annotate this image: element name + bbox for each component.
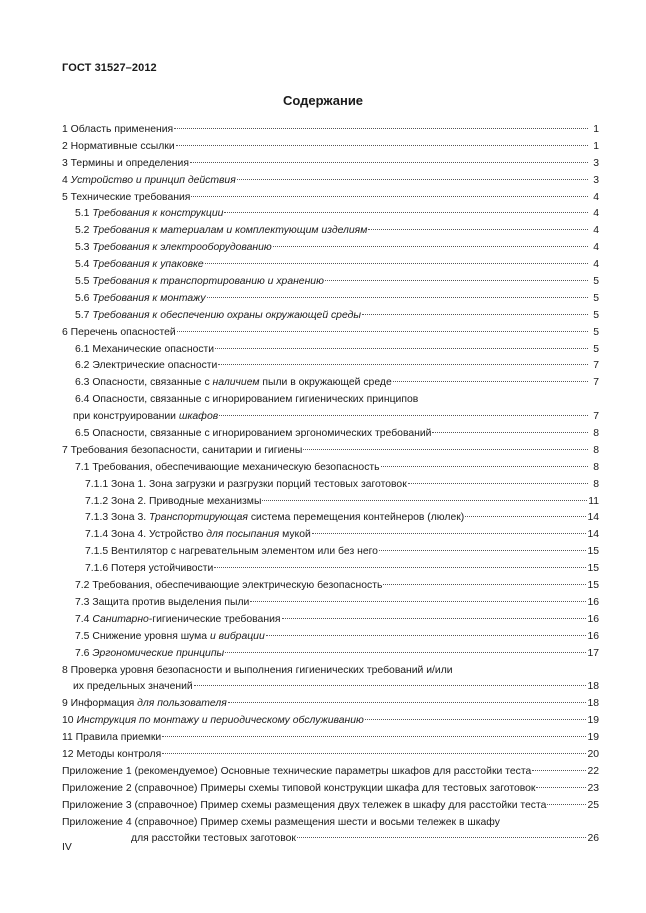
toc-title-segment: 6.1 Механические опасности (75, 343, 215, 355)
toc-entry-title (62, 325, 176, 342)
toc-title-italic-segment: Требования к материалам и комплектующим изделиям (92, 225, 368, 237)
toc-title-segment: 5.2 (75, 225, 93, 237)
toc-dot-leader (218, 364, 588, 365)
toc-entry-title (75, 206, 223, 223)
toc-title-segment: 7.1.5 Вентилятор с нагревательным элементом или без него (85, 546, 378, 558)
toc-title-segment: Приложение 1 (рекомендуемое) Основные технические параметры шкафов для расстойки теста (62, 765, 532, 777)
toc-dot-leader (162, 736, 586, 737)
toc-entry[interactable] (62, 173, 599, 190)
toc-title-italic-segment: Эргономические принципы (92, 647, 225, 659)
toc-title-segment: 5 Технические требования (62, 191, 191, 203)
toc-title-italic-segment: для пользователя (137, 698, 227, 710)
toc-page-number: 16 (587, 613, 599, 625)
toc-entry[interactable] (62, 206, 599, 223)
toc-entry[interactable] (62, 798, 599, 815)
toc-page-number: 19 (587, 715, 599, 727)
toc-page-number: 4 (593, 259, 599, 271)
toc-title-segment: 1 Область применения (62, 124, 174, 135)
toc-entry-title (75, 460, 380, 477)
toc-page-number: 8 (593, 428, 599, 440)
toc-page-number: 19 (587, 732, 599, 744)
toc-page-number: 18 (587, 681, 599, 693)
toc-entry-title (62, 798, 546, 815)
toc-title-segment: 6.3 Опасности, связанные с (75, 377, 213, 389)
toc-entry[interactable] (62, 122, 599, 139)
toc-title-italic-segment: шкафов (178, 411, 219, 423)
toc-page-number: 15 (587, 580, 599, 592)
toc-dot-leader (547, 804, 586, 805)
toc-title-segment: 7.4 (75, 613, 93, 625)
toc-entry-title (85, 544, 378, 561)
toc-dot-leader (282, 618, 587, 619)
toc-entry-title (62, 139, 175, 156)
toc-dot-leader (379, 550, 586, 551)
toc-entry-title (75, 426, 431, 443)
toc-title-segment: 5.1 (75, 208, 93, 220)
toc-entry-title (62, 443, 302, 460)
toc-entry[interactable] (62, 325, 599, 342)
toc-entry[interactable] (62, 815, 599, 832)
toc-title-italic-segment: и вибрации (209, 630, 265, 642)
toc-title-segment: 5.4 (75, 259, 93, 271)
toc-entry[interactable] (62, 544, 599, 561)
toc-title-segment: 7.1.1 Зона 1. Зона загрузки и разгрузки порций тестовых заготовок (85, 478, 407, 490)
toc-entry-title (62, 173, 236, 190)
toc-title-segment: 7.1.6 Потеря устойчивости (85, 563, 214, 575)
toc-page-number: 4 (593, 191, 599, 203)
toc-entry[interactable] (62, 358, 599, 375)
toc-dot-leader (176, 145, 588, 146)
toc-title-segment: 12 Методы контроля (62, 748, 162, 760)
toc-entry[interactable] (62, 696, 599, 713)
toc-entry[interactable] (62, 257, 599, 274)
toc-dot-leader (215, 348, 588, 349)
toc-title-segment: -гигиенические требования (148, 613, 281, 625)
toc-title-segment: 4 (62, 174, 71, 186)
toc-title-segment: мукой (279, 529, 311, 541)
toc-entry[interactable] (62, 831, 599, 848)
toc-title-italic-segment: Требования к упаковке (92, 259, 204, 271)
toc-entry-title (75, 392, 418, 409)
toc-page-number: 8 (593, 478, 599, 490)
toc-entry-title (62, 663, 453, 680)
toc-title-segment: 7.1.3 Зона 3. (85, 512, 150, 524)
toc-page-number: 5 (593, 326, 599, 338)
toc-entry-title (62, 122, 173, 139)
toc-title-segment: 7.6 (75, 647, 93, 659)
toc-page-number: 1 (593, 140, 599, 152)
toc-entry[interactable] (62, 713, 599, 730)
toc-dot-leader (365, 719, 587, 720)
toc-entry[interactable] (62, 527, 599, 544)
toc-page-number: 15 (587, 546, 599, 558)
toc-title-segment: 7.3 Защита против выделения пыли (75, 596, 250, 608)
toc-title-segment: Приложение 3 (справочное) Пример схемы размещения двух тележек в шкафу для расстойки теста (62, 799, 547, 811)
toc-page-number: 5 (593, 276, 599, 288)
toc-title-segment: Приложение 4 (справочное) Пример схемы размещения шести и восьми тележек в шкафу (62, 816, 500, 828)
toc-dot-leader (432, 432, 588, 433)
toc-page-number: 25 (587, 799, 599, 811)
toc-entry-title (62, 764, 531, 781)
toc-dot-leader (303, 449, 588, 450)
toc-title-italic-segment: Требования к монтажу (92, 292, 206, 304)
toc-title-segment: 9 Информация (62, 698, 138, 710)
toc-entry-title (62, 156, 189, 173)
toc-dot-leader (325, 280, 588, 281)
toc-dot-leader (383, 584, 586, 585)
toc-entry[interactable] (62, 392, 599, 409)
toc-page-number: 5 (593, 309, 599, 321)
toc-page-number: 20 (587, 748, 599, 760)
toc-entry-title (62, 815, 500, 832)
toc-entry[interactable] (62, 223, 599, 240)
toc-dot-leader (465, 516, 586, 517)
toc-entry[interactable] (62, 240, 599, 257)
toc-entry-title (62, 696, 227, 713)
toc-title-italic-segment: Требования к транспортированию и хранению (92, 276, 324, 288)
toc-title-segment: 5.7 (75, 309, 93, 321)
toc-entry[interactable] (62, 156, 599, 173)
toc-dot-leader (368, 229, 588, 230)
toc-dot-leader (393, 381, 588, 382)
toc-title-segment: 6.4 Опасности, связанные с игнорированием гигиенических принципов (75, 394, 419, 406)
toc-dot-leader (228, 702, 587, 703)
table-of-contents (62, 122, 599, 848)
toc-dot-leader (224, 212, 588, 213)
toc-entry[interactable] (62, 612, 599, 629)
toc-entry-title (75, 629, 265, 646)
toc-title-segment: 2 Нормативные ссылки (62, 140, 175, 152)
toc-title-segment: 7.5 Снижение уровня шума (75, 630, 210, 642)
toc-entry[interactable] (62, 190, 599, 207)
toc-entry-title (75, 578, 382, 595)
toc-entry-title (62, 781, 535, 798)
toc-dot-leader (297, 837, 586, 838)
toc-page-number: 14 (587, 529, 599, 541)
toc-entry[interactable] (62, 274, 599, 291)
toc-entry[interactable] (62, 578, 599, 595)
toc-entry[interactable] (62, 494, 599, 511)
toc-entry-title (75, 342, 214, 359)
toc-page-number: 5 (593, 292, 599, 304)
toc-dot-leader (273, 246, 588, 247)
toc-page-number: 8 (593, 444, 599, 456)
toc-entry[interactable] (62, 764, 599, 781)
toc-entry[interactable] (62, 139, 599, 156)
toc-entry[interactable] (62, 426, 599, 443)
toc-dot-leader (194, 685, 587, 686)
toc-entry[interactable] (62, 561, 599, 578)
toc-dot-leader (532, 770, 586, 771)
toc-title-italic-segment: Инструкция по монтажу и периодическому обслуживанию (76, 715, 364, 727)
toc-page-number: 23 (587, 782, 599, 794)
toc-page-number: 4 (593, 225, 599, 237)
toc-page-number: 3 (593, 157, 599, 169)
toc-title-segment: их предельных значений (73, 681, 193, 693)
toc-title-segment: 10 (62, 715, 77, 727)
toc-title-segment: система перемещения контейнеров (люлек) (247, 512, 465, 524)
toc-dot-leader (262, 500, 587, 501)
toc-entry-title (131, 831, 296, 848)
toc-entry-title (73, 409, 218, 426)
toc-page-number: 16 (587, 630, 599, 642)
toc-entry-title (75, 358, 217, 375)
toc-page-number: 3 (593, 174, 599, 186)
toc-title-segment: 7.1 Требования, обеспечивающие механическую безопасность (75, 461, 380, 473)
toc-dot-leader (312, 533, 587, 534)
toc-entry[interactable] (62, 747, 599, 764)
toc-entry-title (85, 494, 261, 511)
toc-entry-title (75, 223, 367, 240)
toc-entry[interactable] (62, 477, 599, 494)
toc-title-segment: для расстойки тестовых заготовок (131, 833, 296, 845)
toc-page-number: 14 (587, 512, 599, 524)
toc-title-italic-segment: Транспортирующая (149, 512, 248, 524)
toc-entry-title (85, 561, 213, 578)
toc-title-segment: 5.6 (75, 292, 93, 304)
toc-page-number: 1 (593, 124, 599, 135)
toc-title-segment: 7 Требования безопасности, санитарии и гигиены (62, 444, 303, 456)
toc-title-segment: 6.5 Опасности, связанные с игнорированием эргономических требований (75, 428, 432, 440)
toc-entry-title (75, 612, 281, 629)
toc-title-segment: при конструировании (73, 411, 179, 423)
toc-dot-leader (174, 128, 588, 129)
toc-entry[interactable] (62, 308, 599, 325)
toc-title-segment: 8 Проверка уровня безопасности и выполнения гигиенических требований и/или (62, 664, 453, 676)
toc-entry-title (75, 595, 249, 612)
toc-title-italic-segment: для посыпания (206, 529, 280, 541)
toc-entry[interactable] (62, 510, 599, 527)
toc-entry[interactable] (62, 409, 599, 426)
toc-page-number: 8 (593, 461, 599, 473)
toc-entry-title (62, 190, 190, 207)
toc-dot-leader (408, 483, 588, 484)
toc-dot-leader (214, 567, 586, 568)
toc-page-number: 15 (587, 563, 599, 575)
toc-title-italic-segment: Санитарно (92, 613, 149, 625)
toc-title-italic-segment: Требования к обеспечению охраны окружающей среды (92, 309, 362, 321)
toc-entry-title (62, 713, 364, 730)
toc-title-italic-segment: Требования к электрооборудованию (92, 242, 272, 254)
toc-dot-leader (250, 601, 586, 602)
toc-dot-leader (266, 635, 587, 636)
toc-entry[interactable] (62, 629, 599, 646)
toc-page-number: 7 (593, 360, 599, 372)
toc-dot-leader (191, 196, 588, 197)
toc-entry[interactable] (62, 663, 599, 680)
toc-page-number: 17 (587, 647, 599, 659)
toc-page-number: 18 (587, 698, 599, 710)
toc-title-segment: 5.5 (75, 276, 93, 288)
toc-page-number: 16 (587, 596, 599, 608)
toc-page-number: 7 (593, 377, 599, 389)
toc-dot-leader (190, 162, 588, 163)
toc-dot-leader (237, 179, 588, 180)
toc-entry[interactable] (62, 375, 599, 392)
toc-entry-title (75, 240, 272, 257)
page-number-footer: IV (62, 842, 72, 853)
toc-entry[interactable] (62, 342, 599, 359)
toc-entry-title (73, 679, 193, 696)
toc-dot-leader (207, 297, 588, 298)
toc-entry-title (75, 308, 361, 325)
toc-title-italic-segment: наличием (212, 377, 260, 389)
toc-title-segment: пыли в окружающей среде (259, 377, 392, 389)
toc-title-italic-segment: Устройство и принцип действия (70, 174, 236, 186)
toc-page-number: 5 (593, 343, 599, 355)
toc-dot-leader (219, 415, 588, 416)
toc-dot-leader (225, 652, 586, 653)
toc-entry-title (75, 375, 392, 392)
toc-entry-title (75, 291, 206, 308)
toc-title-segment: 6.2 Электрические опасности (75, 360, 218, 372)
toc-entry[interactable] (62, 646, 599, 663)
document-header: ГОСТ 31527–2012 (62, 62, 157, 74)
toc-dot-leader (162, 753, 586, 754)
toc-page-number: 7 (593, 411, 599, 423)
toc-entry-title (85, 527, 311, 544)
toc-dot-leader (536, 787, 586, 788)
toc-title-segment: 7.1.2 Зона 2. Приводные механизмы (85, 495, 262, 507)
toc-page-number: 4 (593, 208, 599, 220)
toc-entry[interactable] (62, 460, 599, 477)
toc-dot-leader (205, 263, 588, 264)
toc-title-italic-segment: Требования к конструкции (92, 208, 224, 220)
toc-title-segment: 7.1.4 Зона 4. Устройство (85, 529, 207, 541)
toc-title-segment: 11 Правила приемки (62, 732, 162, 744)
toc-entry-title (75, 257, 204, 274)
toc-dot-leader (177, 331, 588, 332)
toc-entry[interactable] (62, 443, 599, 460)
toc-page-number: 11 (588, 495, 599, 507)
toc-entry-title (85, 510, 464, 527)
toc-entry-title (85, 477, 407, 494)
toc-dot-leader (381, 466, 588, 467)
toc-entry[interactable] (62, 679, 599, 696)
toc-title-segment: 3 Термины и определения (62, 157, 189, 169)
toc-title-segment: 6 Перечень опасностей (62, 326, 176, 338)
toc-page-number: 26 (587, 833, 599, 845)
toc-entry[interactable] (62, 730, 599, 747)
toc-dot-leader (362, 314, 588, 315)
toc-entry-title (62, 747, 161, 764)
toc-page-number: 22 (587, 765, 599, 777)
toc-title-segment: 5.3 (75, 242, 93, 254)
toc-entry-title (62, 730, 161, 747)
toc-title-segment: 7.2 Требования, обеспечивающие электрическую безопасность (75, 580, 383, 592)
toc-title-segment: Приложение 2 (справочное) Примеры схемы типовой конструкции шкафа для тестовых заготовок (62, 782, 536, 794)
page-title: Содержание (282, 93, 364, 108)
toc-entry-title (75, 274, 324, 291)
toc-entry[interactable] (62, 781, 599, 798)
toc-entry[interactable] (62, 291, 599, 308)
toc-entry[interactable] (62, 595, 599, 612)
toc-entry-title (75, 646, 224, 663)
toc-page-number: 4 (593, 242, 599, 254)
